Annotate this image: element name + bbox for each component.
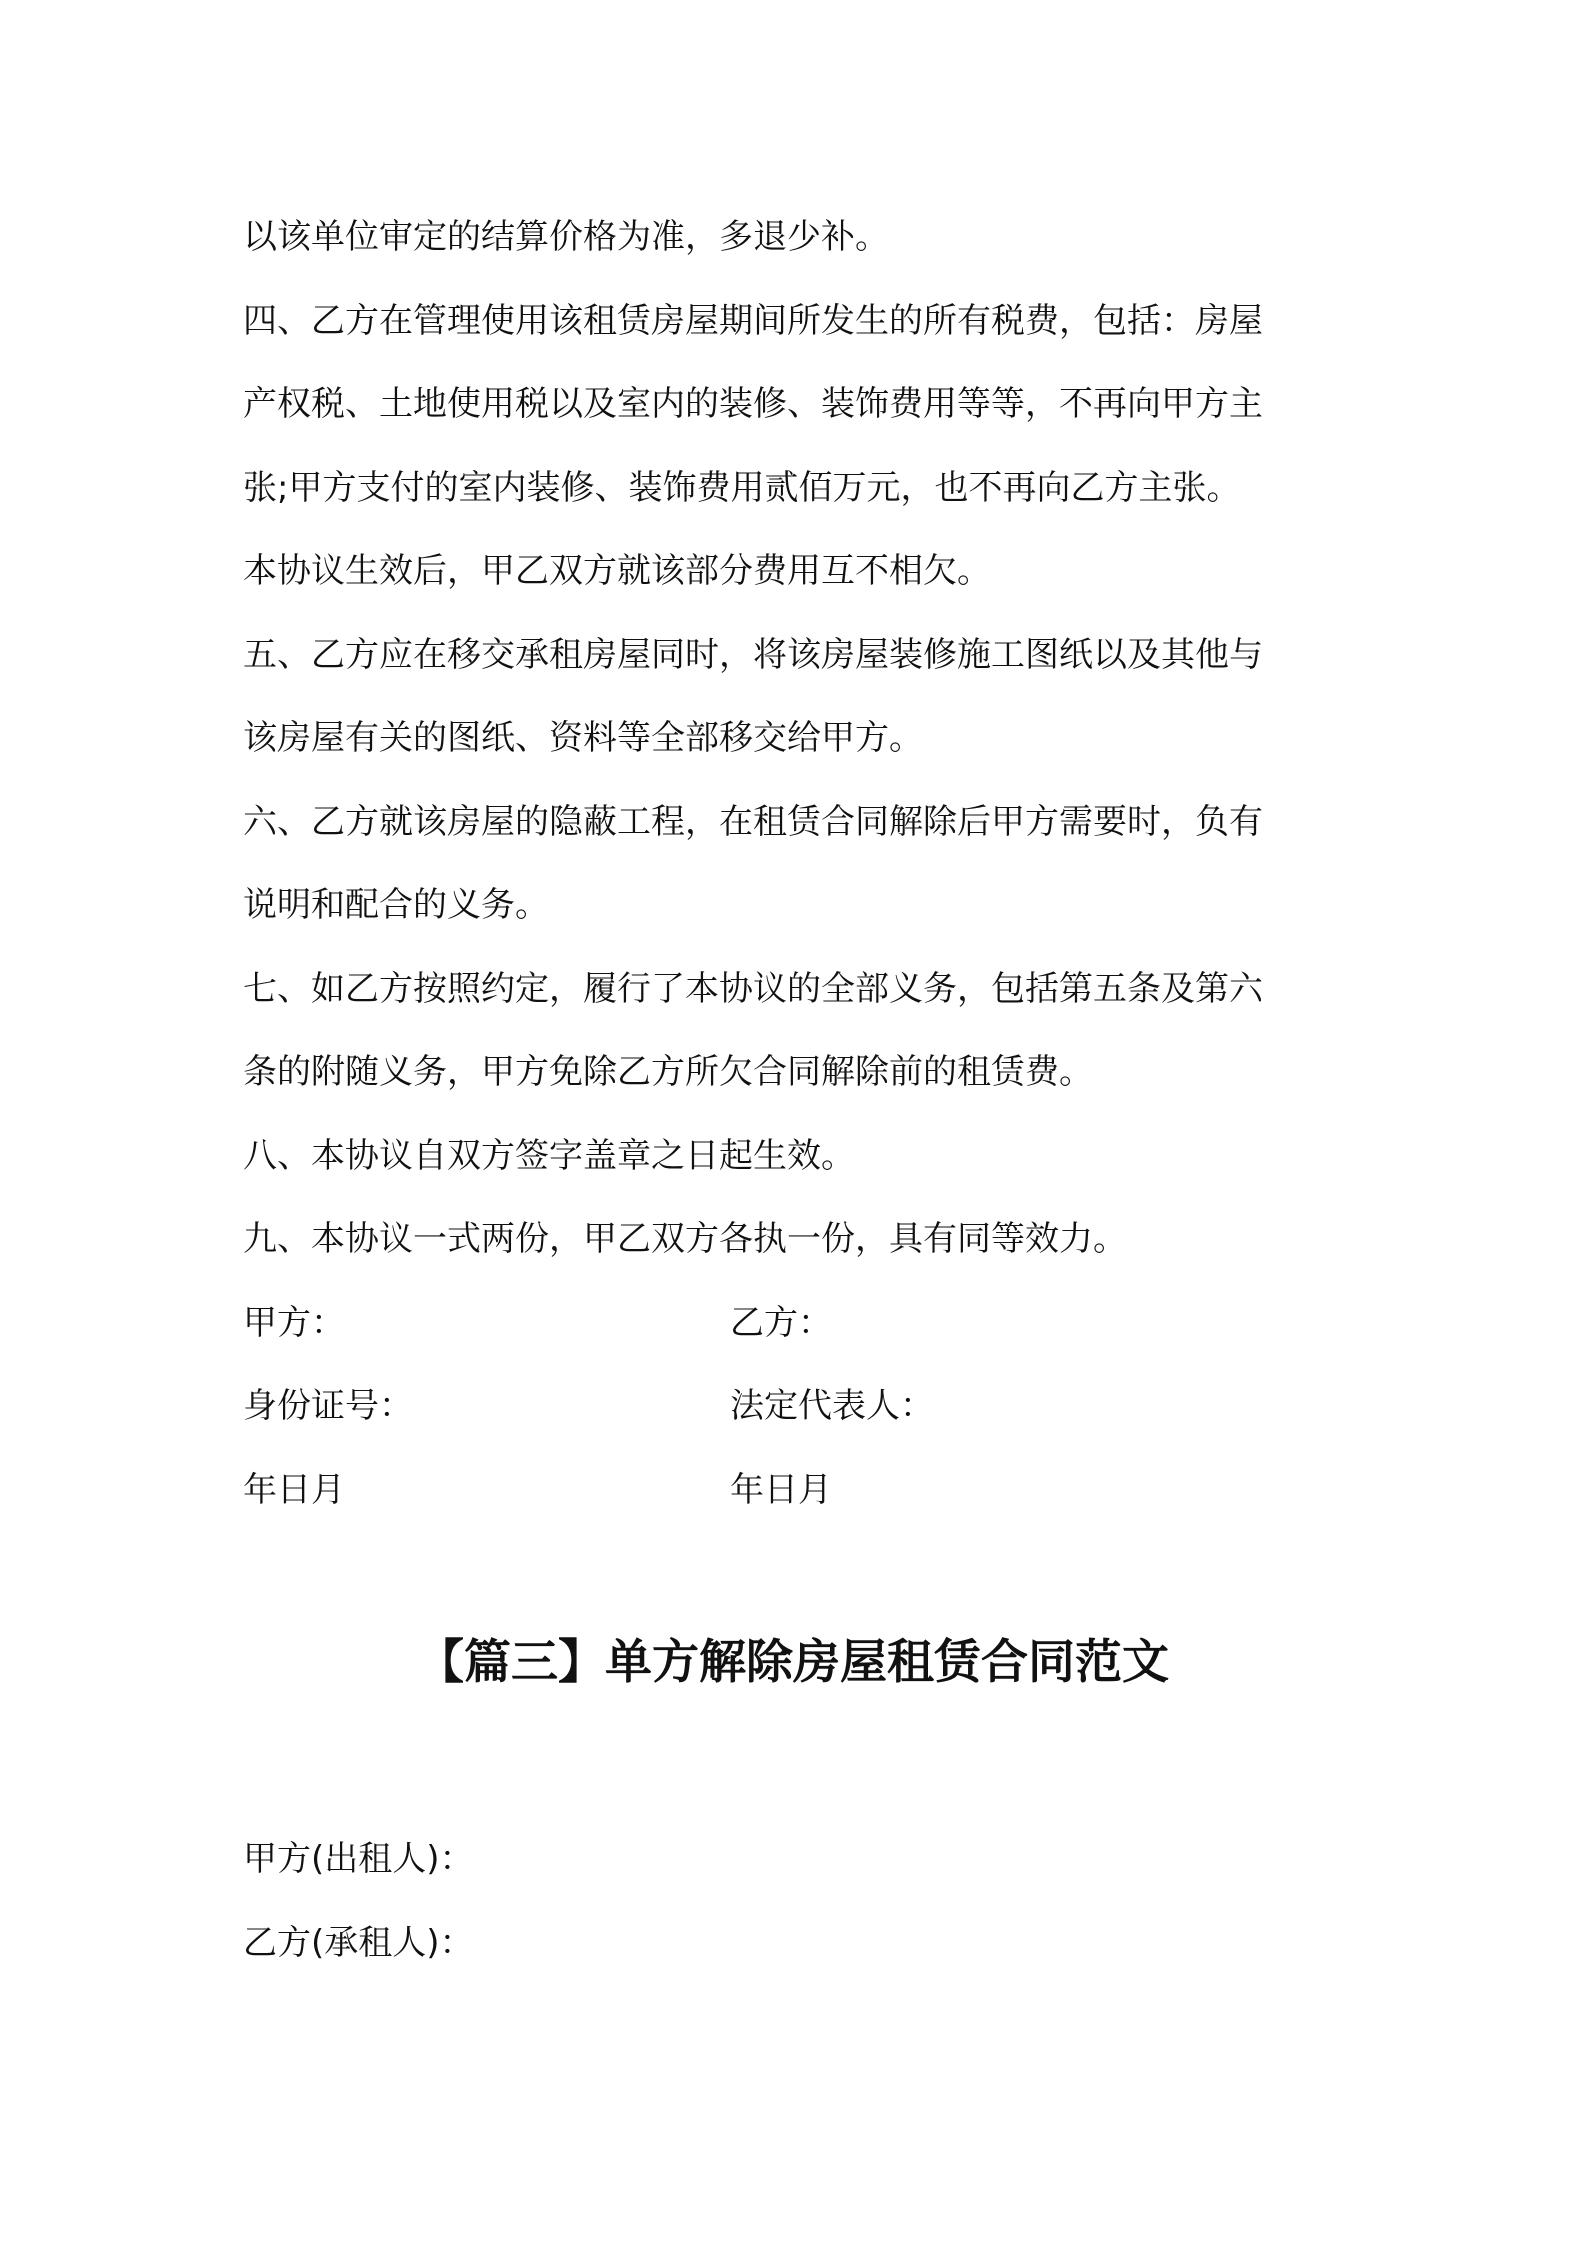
paragraph-line: 七、如乙方按照约定，履行了本协议的全部义务，包括第五条及第六 (243, 968, 1263, 1009)
paragraph-line: 以该单位审定的结算价格为准，多退少补。 (243, 217, 889, 257)
contract-body (243, 196, 1363, 1532)
section-title: 【篇三】单方解除房屋租赁合同范文 (417, 1635, 1169, 1690)
legal-representative-label: 法定代表人： (730, 1386, 934, 1426)
paragraph-line: 说明和配合的义务。 (243, 885, 549, 925)
paragraph-line: 五、乙方应在移交承租房屋同时，将该房屋装修施工图纸以及其他与 (243, 634, 1263, 675)
party-a-label: 甲方： (243, 1302, 345, 1343)
lessee-label: 乙方(承租人)： (243, 1922, 474, 1963)
party-b-label: 乙方： (730, 1302, 832, 1343)
party-b-date: 年日月 (730, 1469, 832, 1510)
signature-row-dates (243, 1449, 1363, 1533)
paragraph-line: 产权税、土地使用税以及室内的装修、装饰费用等等，不再向甲方主 (243, 384, 1263, 424)
signature-row-parties (243, 1282, 1363, 1366)
paragraph-line: 本协议生效后，甲乙双方就该部分费用互不相欠。 (243, 551, 991, 591)
paragraph-line: 四、乙方在管理使用该租赁房屋期间所发生的所有税费，包括：房屋 (243, 300, 1263, 341)
paragraph-line: 八、本协议自双方签字盖章之日起生效。 (243, 1135, 855, 1176)
signature-row-ids (243, 1365, 1363, 1449)
paragraph-line: 该房屋有关的图纸、资料等全部移交给甲方。 (243, 718, 923, 758)
id-number-label: 身份证号： (243, 1386, 413, 1426)
paragraph-line: 六、乙方就该房屋的隐蔽工程，在租赁合同解除后甲方需要时，负有 (243, 801, 1263, 842)
parties-block (243, 1818, 1363, 1985)
paragraph-line: 张;甲方支付的室内装修、装饰费用贰佰万元，也不再向乙方主张。 (243, 467, 1241, 508)
party-a-date: 年日月 (243, 1469, 345, 1510)
lessor-label: 甲方(出租人)： (243, 1839, 474, 1879)
paragraph-line: 九、本协议一式两份，甲乙双方各执一份，具有同等效力。 (243, 1219, 1127, 1259)
paragraph-line: 条的附随义务，甲方免除乙方所欠合同解除前的租赁费。 (243, 1052, 1093, 1092)
